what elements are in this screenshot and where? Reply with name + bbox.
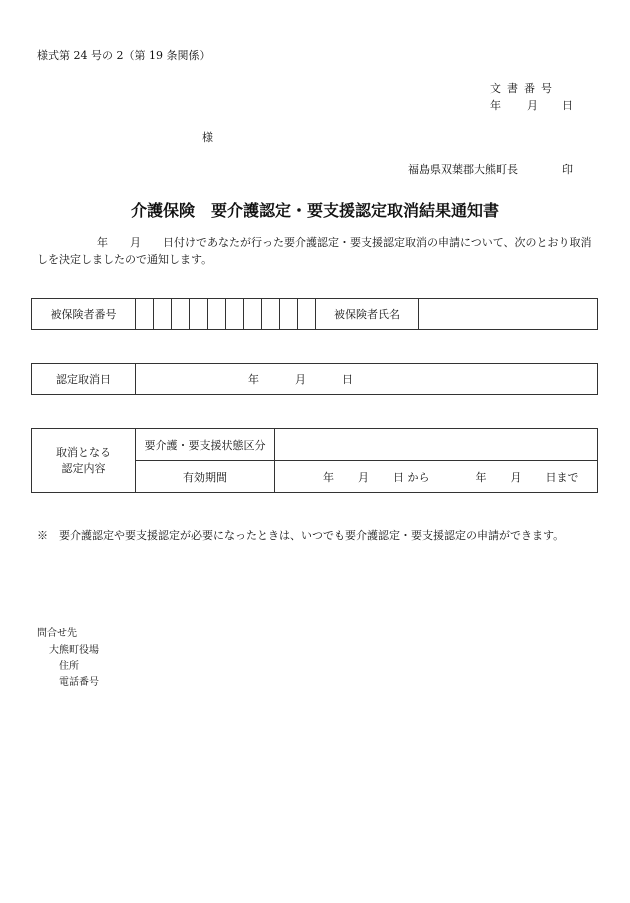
cancelled-content-label-line1: 取消となる xyxy=(56,445,111,459)
body-year: 年 xyxy=(97,236,108,249)
insured-number-digit-cell[interactable] xyxy=(244,299,262,330)
insured-number-digit-cell[interactable] xyxy=(208,299,226,330)
period-to-month: 月 xyxy=(510,470,522,484)
issuer-name: 福島県双葉郡大熊町長 xyxy=(408,163,518,176)
care-status-label: 要介護・要支援状態区分 xyxy=(136,429,275,461)
cancel-year: 年 xyxy=(248,373,259,386)
cancelled-content-label xyxy=(32,429,136,493)
insured-number-digit-cell[interactable] xyxy=(262,299,280,330)
cancelled-content-label-line2: 認定内容 xyxy=(61,461,106,475)
insured-number-digit-cell[interactable] xyxy=(154,299,172,330)
insured-number-label: 被保険者番号 xyxy=(32,299,136,330)
contact-heading: 問合せ先 xyxy=(37,628,77,639)
insured-number-digit-cell[interactable] xyxy=(190,299,208,330)
insured-number-digit-cell[interactable] xyxy=(136,299,154,330)
insured-table xyxy=(31,298,598,330)
period-from-day: 日 から xyxy=(393,470,430,484)
contact-address: 住所 xyxy=(59,661,79,672)
body-sentence: 日付けであなたが行った要介護認定・要支援認定取消の申請について、次のとおり取消しを決定しましたので通知します。 xyxy=(37,236,592,266)
insured-name-label: 被保険者氏名 xyxy=(316,299,419,330)
contact-phone: 電話番号 xyxy=(59,677,99,688)
period-from-year: 年 xyxy=(323,470,334,484)
cancel-date-label: 認定取消日 xyxy=(32,364,136,395)
insured-name-value[interactable] xyxy=(419,299,598,330)
date-line xyxy=(490,97,573,113)
care-status-value[interactable] xyxy=(275,429,598,461)
cancel-month: 月 xyxy=(295,373,306,386)
date-month: 月 xyxy=(527,99,538,112)
cancelled-content-table xyxy=(31,428,598,493)
document-title: 介護保険 要介護認定・要支援認定取消結果通知書 xyxy=(130,201,499,220)
recipient-suffix: 様 xyxy=(202,131,213,144)
period-to-day: 日まで xyxy=(545,470,579,484)
valid-period-value[interactable] xyxy=(275,461,598,493)
seal-mark: 印 xyxy=(562,163,573,176)
body-month: 月 xyxy=(130,236,141,249)
document-number-label: 文書番号 xyxy=(490,82,558,95)
body-text xyxy=(37,234,597,268)
contact-office: 大熊町役場 xyxy=(49,645,99,656)
insured-number-digit-cell[interactable] xyxy=(298,299,316,330)
insured-number-digit-cell[interactable] xyxy=(226,299,244,330)
insured-number-digit-cell[interactable] xyxy=(280,299,298,330)
date-year: 年 xyxy=(490,99,501,112)
valid-period-label: 有効期間 xyxy=(136,461,275,493)
form-number: 様式第 24 号の 2（第 19 条関係） xyxy=(37,49,211,62)
date-day: 日 xyxy=(562,99,573,112)
reapplication-note: ※ 要介護認定や要支援認定が必要になったときは、いつでも要介護認定・要支援認定の申請ができます。 xyxy=(37,529,565,542)
cancel-date-value[interactable] xyxy=(136,364,598,395)
cancel-day: 日 xyxy=(342,373,353,386)
period-from-month: 月 xyxy=(358,470,369,484)
insured-number-digit-cell[interactable] xyxy=(172,299,190,330)
period-to-year: 年 xyxy=(475,470,487,484)
cancel-date-table xyxy=(31,363,598,395)
